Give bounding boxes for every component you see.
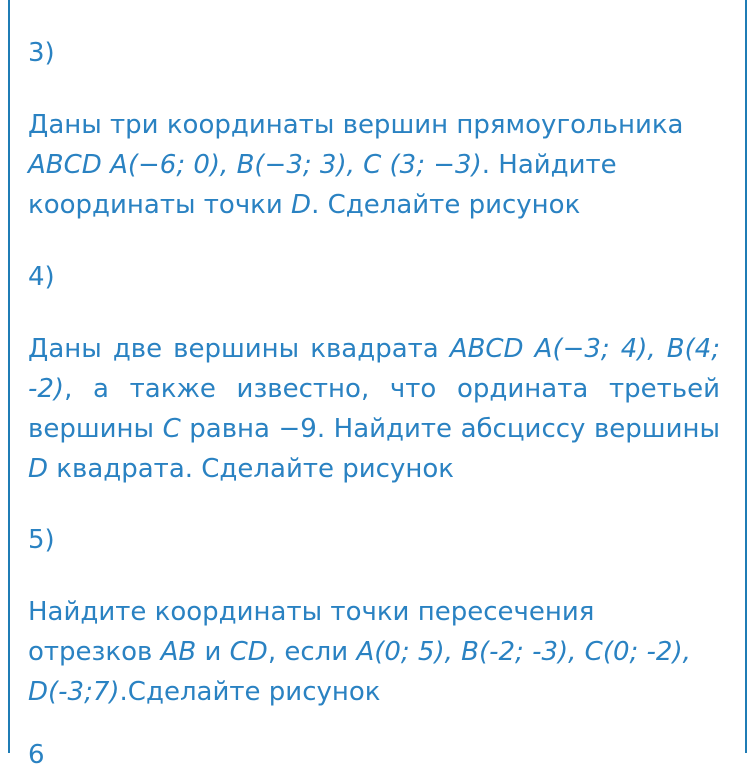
problem-3-points: A(−6; 0), B(−3; 3), C (3; −3): [110, 150, 482, 180]
problem-3-figure: ABCD: [28, 150, 102, 180]
problem-5-points: A(0; 5), B(-2; -3), C(0; -2), D(-3;7): [28, 637, 691, 707]
problem-4-number: 4): [28, 262, 55, 292]
problem-3-text-4: . Сделайте рисунок: [311, 190, 581, 220]
problem-4-text-4: квадрата. Сделайте рисунок: [48, 454, 454, 484]
problem-5-seg-2: CD: [229, 637, 268, 667]
problem-3-text: [28, 105, 720, 225]
problem-4-points: A(−3; 4), B(4; -2): [28, 334, 721, 404]
problem-4-text-1: Даны две вершины квадрата: [28, 334, 450, 364]
problem-3-line-3: [28, 185, 720, 225]
problem-3-text-3: координаты точки: [28, 190, 292, 220]
problem-5-number: 5): [28, 525, 55, 555]
problem-5-line-1: Найдите координаты точки пересечения: [28, 597, 595, 627]
problem-5-seg-1: AB: [160, 637, 197, 667]
problem-5-text: [28, 592, 720, 712]
problem-3-line-2: [28, 145, 720, 185]
problem-3-point: D: [291, 190, 312, 220]
problem-5-text-3: и: [196, 637, 230, 667]
problem-5-line-2: [28, 632, 720, 712]
problem-4-vertex-d: D: [28, 454, 49, 484]
problem-4-text: [28, 329, 720, 489]
problem-5-text-4: , если: [267, 637, 357, 667]
problem-4-vertex-c: C: [162, 414, 181, 444]
problem-3-number: 3): [28, 38, 55, 68]
problem-3-line-1: Даны три координаты вершин прямоугольника: [28, 110, 684, 140]
problem-3-text-2: . Найдите: [481, 150, 617, 180]
problem-4-text-3: равна −9. Найдите абсциссу вершины: [180, 414, 721, 444]
problem-4-text-2: , а также известно, что ордината третьей вершины: [28, 374, 720, 444]
problem-5-text-5: .Сделайте рисунок: [119, 677, 381, 707]
problem-5-text-2: отрезков: [28, 637, 161, 667]
problem-4-figure: ABCD: [449, 334, 524, 364]
problem-6-number-partial: 6: [28, 740, 45, 770]
